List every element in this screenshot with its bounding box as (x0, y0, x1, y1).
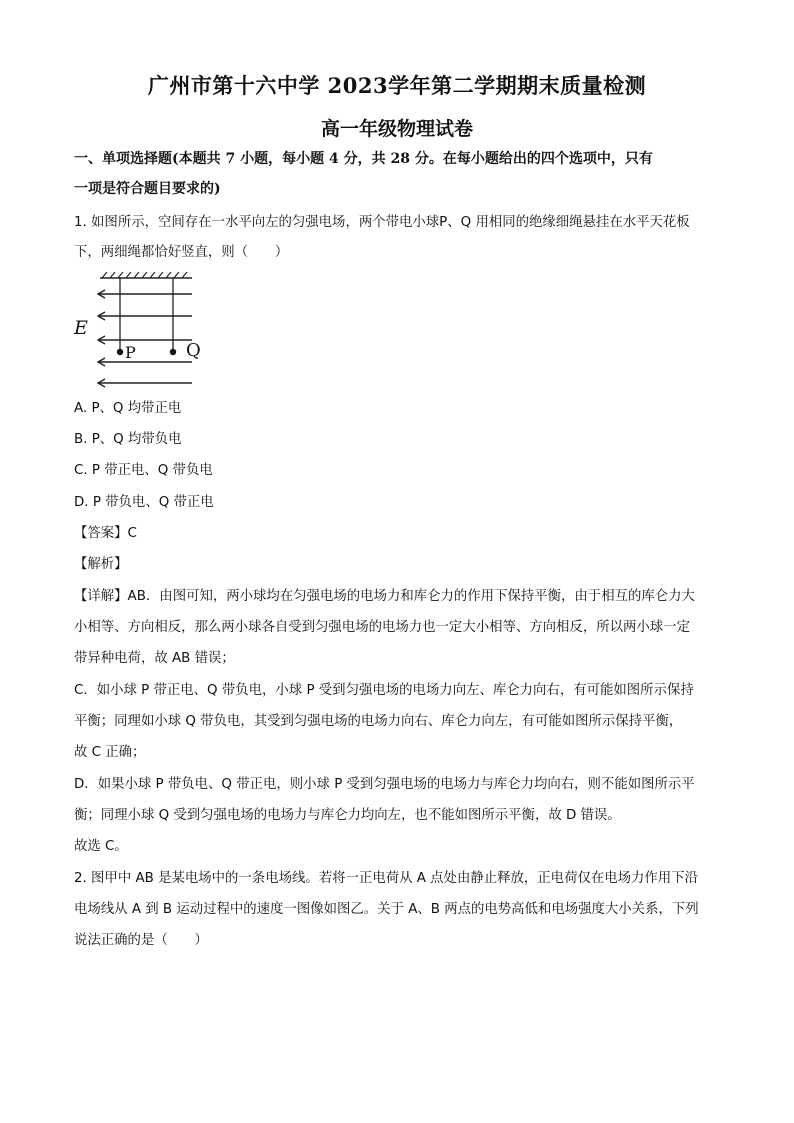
label-q: Q (186, 340, 201, 361)
q1-analysis-line: 【详解】AB．由图可知，两小球均在匀强电场的电场力和库仑力的作用下保持平衡，由于相互的库仑力大 (74, 589, 695, 604)
section-heading-line2: 一项是符合题目要求的) (74, 181, 221, 197)
q1-answer: 【答案】C (74, 526, 137, 541)
q1-analysis-line: 故 C 正确； (74, 745, 146, 760)
q2-stem-line1: 2. 图甲中 AB 是某电场中的一条电场线。若将一正电荷从 A 点处由静止释放，正电荷仅在电场力作用下沿 (74, 871, 698, 886)
q2-stem-line3: 说法正确的是（ ） (74, 933, 208, 948)
section-heading-line1: 一、单项选择题(本题共 7 小题，每小题 4 分，共 28 分。在每小题给出的四个选项中，只有 (74, 151, 653, 167)
q1-stem-line1: 1. 如图所示，空间存在一水平向左的匀强电场，两个带电小球P、Q 用相同的绝缘细绳悬挂在水平天花板 (74, 215, 690, 230)
q1-analysis-line: C．如小球 P 带正电、Q 带负电，小球 P 受到匀强电场的电场力向左、库仑力向右，有可能如图所示保持 (74, 683, 694, 698)
ball-p (117, 349, 123, 355)
q1-analysis-line: 平衡；同理如小球 Q 带负电，其受到匀强电场的电场力向右、库仑力向左，有可能如图所示保持平衡， (74, 714, 683, 729)
q2-stem-line2: 电场线从 A 到 B 运动过程中的速度一图像如图乙。关于 A、B 两点的电势高低和电场强度大小关系，下列 (74, 902, 699, 917)
q1-option-c: C. P 带正电、Q 带负电 (74, 463, 213, 478)
ball-q (170, 349, 176, 355)
ceiling-hatch (102, 272, 187, 278)
q1-option-a: A. P、Q 均带正电 (74, 401, 182, 416)
field-label-e: E (74, 317, 88, 339)
q1-analysis-line: 小相等、方向相反，那么两小球各自受到匀强电场的电场力也一定大小相等、方向相反，所以两小球一定 (74, 620, 690, 635)
exam-subtitle: 高一年级物理试卷 (320, 118, 473, 140)
q1-option-d: D. P 带负电、Q 带正电 (74, 495, 214, 510)
q1-analysis-line: D．如果小球 P 带负电、Q 带正电，则小球 P 受到匀强电场的电场力与库仑力均向右，则不能如图所示平 (74, 777, 695, 792)
q1-option-b: B. P、Q 均带负电 (74, 432, 182, 447)
q1-analysis-line: 衡；同理小球 Q 受到匀强电场的电场力与库仑力均向左，也不能如图所示平衡，故 D 错误。 (74, 808, 621, 823)
q1-analysis-line: 带异种电荷，故 AB 错误； (74, 651, 235, 666)
q1-stem-line2: 下，两细绳都恰好竖直，则（ ） (74, 245, 289, 260)
label-p: P (125, 343, 136, 362)
q1-figure (72, 268, 212, 392)
q1-analysis-label: 【解析】 (74, 557, 128, 572)
exam-title: 广州市第十六中学 2023学年第二学期期末质量检测 (147, 73, 647, 98)
q1-analysis-line: 故选 C。 (74, 839, 128, 854)
field-lines (98, 290, 192, 387)
